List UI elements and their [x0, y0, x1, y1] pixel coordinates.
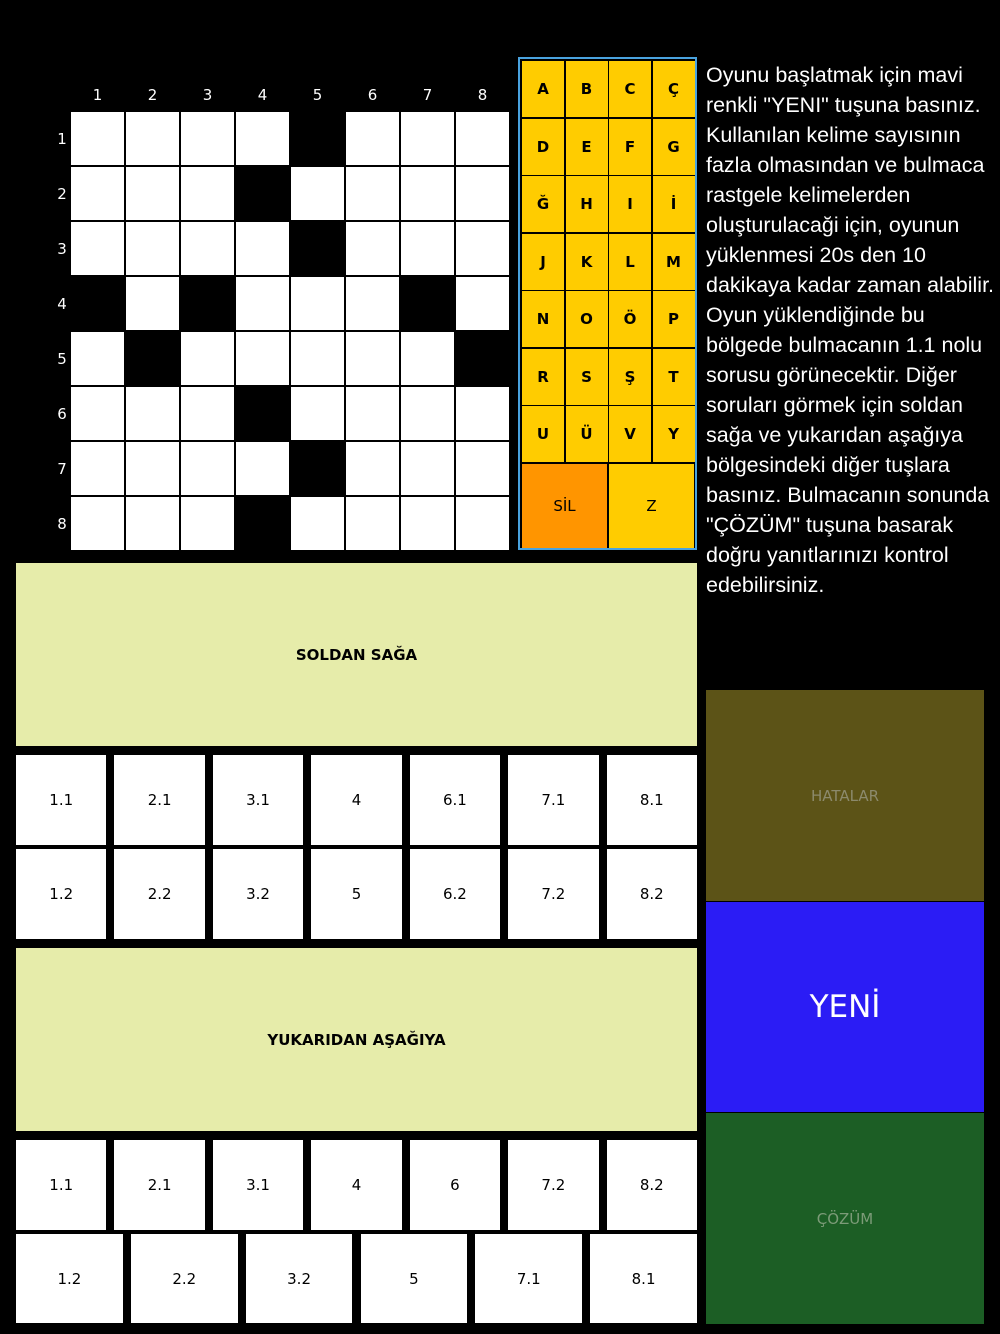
- grid-cell[interactable]: [291, 497, 344, 550]
- grid-cell[interactable]: [291, 277, 344, 330]
- grid-cell[interactable]: [346, 387, 399, 440]
- across-clue-button[interactable]: 6.1: [410, 755, 500, 845]
- grid-row-number: 2: [57, 185, 67, 203]
- grid-block: [291, 112, 344, 165]
- grid-cell[interactable]: [401, 497, 454, 550]
- key-letter[interactable]: G: [653, 119, 695, 175]
- down-clue-button[interactable]: 4: [311, 1140, 401, 1230]
- grid-cell[interactable]: [181, 332, 234, 385]
- grid-cell[interactable]: [236, 332, 289, 385]
- grid-cell[interactable]: [71, 112, 124, 165]
- across-clue-button[interactable]: 7.2: [508, 849, 598, 939]
- grid-row-number: 7: [57, 460, 67, 478]
- down-clue-button[interactable]: 1.2: [16, 1234, 123, 1323]
- grid-cell[interactable]: [401, 167, 454, 220]
- grid-cell[interactable]: [236, 277, 289, 330]
- grid-cell[interactable]: [346, 112, 399, 165]
- grid-block: [236, 497, 289, 550]
- grid-cell[interactable]: [181, 442, 234, 495]
- down-clue-button[interactable]: 7.2: [508, 1140, 598, 1230]
- grid-block: [126, 332, 179, 385]
- across-clue-button[interactable]: 3.2: [213, 849, 303, 939]
- key-letter[interactable]: E: [566, 119, 608, 175]
- grid-cell[interactable]: [236, 222, 289, 275]
- grid-cell[interactable]: [126, 277, 179, 330]
- grid-block: [181, 277, 234, 330]
- grid-block: [291, 222, 344, 275]
- grid-row-number: 5: [57, 350, 67, 368]
- across-clue-button[interactable]: 1.2: [16, 849, 106, 939]
- down-clue-button[interactable]: 5: [361, 1234, 468, 1323]
- grid-cell[interactable]: [456, 387, 509, 440]
- grid-cell[interactable]: [126, 387, 179, 440]
- grid-row-number: 8: [57, 515, 67, 533]
- grid-cell[interactable]: [236, 442, 289, 495]
- key-letter[interactable]: Ş: [609, 349, 651, 405]
- grid-cell[interactable]: [181, 387, 234, 440]
- letter-keyboard: [518, 57, 697, 550]
- down-header: [16, 948, 697, 1131]
- grid-cell[interactable]: [456, 277, 509, 330]
- key-letter[interactable]: U: [522, 406, 564, 462]
- key-letter[interactable]: P: [653, 291, 695, 347]
- key-letter[interactable]: Ü: [566, 406, 608, 462]
- grid-column-number: 3: [202, 86, 213, 104]
- grid-cell[interactable]: [401, 387, 454, 440]
- grid-cell[interactable]: [181, 167, 234, 220]
- key-letter[interactable]: O: [566, 291, 608, 347]
- down-clue-button[interactable]: 3.2: [246, 1234, 353, 1323]
- across-clue-button[interactable]: 8.2: [607, 849, 697, 939]
- down-clue-button[interactable]: 3.1: [213, 1140, 303, 1230]
- key-letter[interactable]: J: [522, 234, 564, 290]
- grid-cell[interactable]: [71, 167, 124, 220]
- down-clue-button[interactable]: 8.2: [607, 1140, 697, 1230]
- key-letter[interactable]: V: [609, 406, 651, 462]
- key-letter[interactable]: I: [609, 176, 651, 232]
- grid-block: [236, 387, 289, 440]
- key-letter[interactable]: Ç: [653, 61, 695, 117]
- down-clue-button[interactable]: 2.2: [131, 1234, 238, 1323]
- grid-cell[interactable]: [346, 497, 399, 550]
- key-letter[interactable]: Ö: [609, 291, 651, 347]
- grid-cell[interactable]: [181, 222, 234, 275]
- grid-row-number: 1: [57, 130, 67, 148]
- grid-row-number: 4: [57, 295, 67, 313]
- down-title: YUKARIDAN AŞAĞIYA: [267, 1030, 446, 1049]
- solution-label: ÇÖZÜM: [816, 1209, 874, 1228]
- key-letter[interactable]: C: [609, 61, 651, 117]
- down-clue-button[interactable]: 6: [410, 1140, 500, 1230]
- key-letter[interactable]: K: [566, 234, 608, 290]
- grid-cell[interactable]: [456, 442, 509, 495]
- errors-button[interactable]: [706, 690, 984, 901]
- grid-column-number: 6: [367, 86, 378, 104]
- grid-cell[interactable]: [181, 497, 234, 550]
- grid-cell[interactable]: [71, 497, 124, 550]
- across-clue-button[interactable]: 2.2: [114, 849, 204, 939]
- grid-cell[interactable]: [401, 442, 454, 495]
- instructions-text: Oyunu başlatmak için mavi renkli "YENI" tuşuna basınız. Kullanılan kelime sayısının fazla olmasından ve bulmaca rastgele kelimelerden oluşturulacaği için, oyunun yüklenmesi 20s den 10 dakikaya kadar zaman alabilir. Oyun yüklendiğinde bu bölgede bulmacanın 1.1 nolu sorusu görünecektir. Diğer soruları görmek için soldan sağa ve yukarıdan aşağıya bölgesindeki diğer tuşlara basınız. Bulmacanın sonunda "ÇÖZÜM" tuşuna basarak doğru yanıtlarınızı kontrol edebilirsiniz.: [706, 63, 995, 597]
- key-letter[interactable]: Z: [609, 464, 694, 548]
- grid-cell[interactable]: [346, 332, 399, 385]
- grid-cell[interactable]: [71, 442, 124, 495]
- key-letter[interactable]: R: [522, 349, 564, 405]
- grid-cell[interactable]: [346, 442, 399, 495]
- across-title: SOLDAN SAĞA: [295, 645, 418, 664]
- grid-cell[interactable]: [401, 332, 454, 385]
- key-letter[interactable]: H: [566, 176, 608, 232]
- grid-cell[interactable]: [126, 497, 179, 550]
- grid-cell[interactable]: [401, 112, 454, 165]
- grid-row-number: 6: [57, 405, 67, 423]
- down-clue-button[interactable]: 1.1: [16, 1140, 106, 1230]
- grid-cell[interactable]: [346, 277, 399, 330]
- key-letter[interactable]: T: [653, 349, 695, 405]
- grid-cell[interactable]: [126, 112, 179, 165]
- grid-cell[interactable]: [71, 332, 124, 385]
- key-letter[interactable]: N: [522, 291, 564, 347]
- across-clue-button[interactable]: 8.1: [607, 755, 697, 845]
- grid-column-number: 2: [147, 86, 158, 104]
- across-header: [16, 563, 697, 746]
- grid-cell[interactable]: [401, 222, 454, 275]
- solution-button[interactable]: [706, 1113, 984, 1324]
- delete-key[interactable]: SİL: [522, 464, 607, 548]
- grid-cell[interactable]: [71, 222, 124, 275]
- grid-cell[interactable]: [456, 167, 509, 220]
- new-game-label: YENİ: [809, 989, 881, 1025]
- across-clue-button[interactable]: 3.1: [213, 755, 303, 845]
- grid-cell[interactable]: [456, 497, 509, 550]
- grid-cell[interactable]: [291, 167, 344, 220]
- key-letter[interactable]: M: [653, 234, 695, 290]
- down-clue-button[interactable]: 8.1: [590, 1234, 697, 1323]
- across-clue-button[interactable]: 7.1: [508, 755, 598, 845]
- across-clue-button[interactable]: 2.1: [114, 755, 204, 845]
- key-letter[interactable]: D: [522, 119, 564, 175]
- key-letter[interactable]: A: [522, 61, 564, 117]
- key-letter[interactable]: S: [566, 349, 608, 405]
- grid-cell[interactable]: [291, 332, 344, 385]
- down-clue-button[interactable]: 7.1: [475, 1234, 582, 1323]
- grid-cell[interactable]: [346, 222, 399, 275]
- grid-block: [401, 277, 454, 330]
- grid-column-number: 8: [477, 86, 488, 104]
- grid-block: [71, 277, 124, 330]
- across-clue-button[interactable]: 1.1: [16, 755, 106, 845]
- grid-cell[interactable]: [291, 387, 344, 440]
- key-letter[interactable]: F: [609, 119, 651, 175]
- across-clue-button[interactable]: 5: [311, 849, 401, 939]
- grid-cell[interactable]: [181, 112, 234, 165]
- key-letter[interactable]: Ğ: [522, 176, 564, 232]
- grid-column-number: 1: [92, 86, 103, 104]
- grid-block: [456, 332, 509, 385]
- grid-row-number: 3: [57, 240, 67, 258]
- grid-cell[interactable]: [126, 167, 179, 220]
- down-clue-button[interactable]: 2.1: [114, 1140, 204, 1230]
- key-letter[interactable]: İ: [653, 176, 695, 232]
- across-clue-button[interactable]: 6.2: [410, 849, 500, 939]
- grid-column-number: 7: [422, 86, 433, 104]
- grid-cell[interactable]: [236, 112, 289, 165]
- grid-cell[interactable]: [456, 112, 509, 165]
- grid-block: [291, 442, 344, 495]
- key-letter[interactable]: L: [609, 234, 651, 290]
- grid-cell[interactable]: [346, 167, 399, 220]
- errors-label: HATALAR: [810, 786, 880, 805]
- grid-block: [236, 167, 289, 220]
- grid-cell[interactable]: [126, 442, 179, 495]
- across-clue-button[interactable]: 4: [311, 755, 401, 845]
- key-letter[interactable]: Y: [653, 406, 695, 462]
- grid-column-number: 5: [312, 86, 323, 104]
- grid-cell[interactable]: [71, 387, 124, 440]
- key-letter[interactable]: B: [566, 61, 608, 117]
- grid-column-number: 4: [257, 86, 268, 104]
- grid-cell[interactable]: [126, 222, 179, 275]
- grid-cell[interactable]: [456, 222, 509, 275]
- new-game-button[interactable]: [706, 902, 984, 1112]
